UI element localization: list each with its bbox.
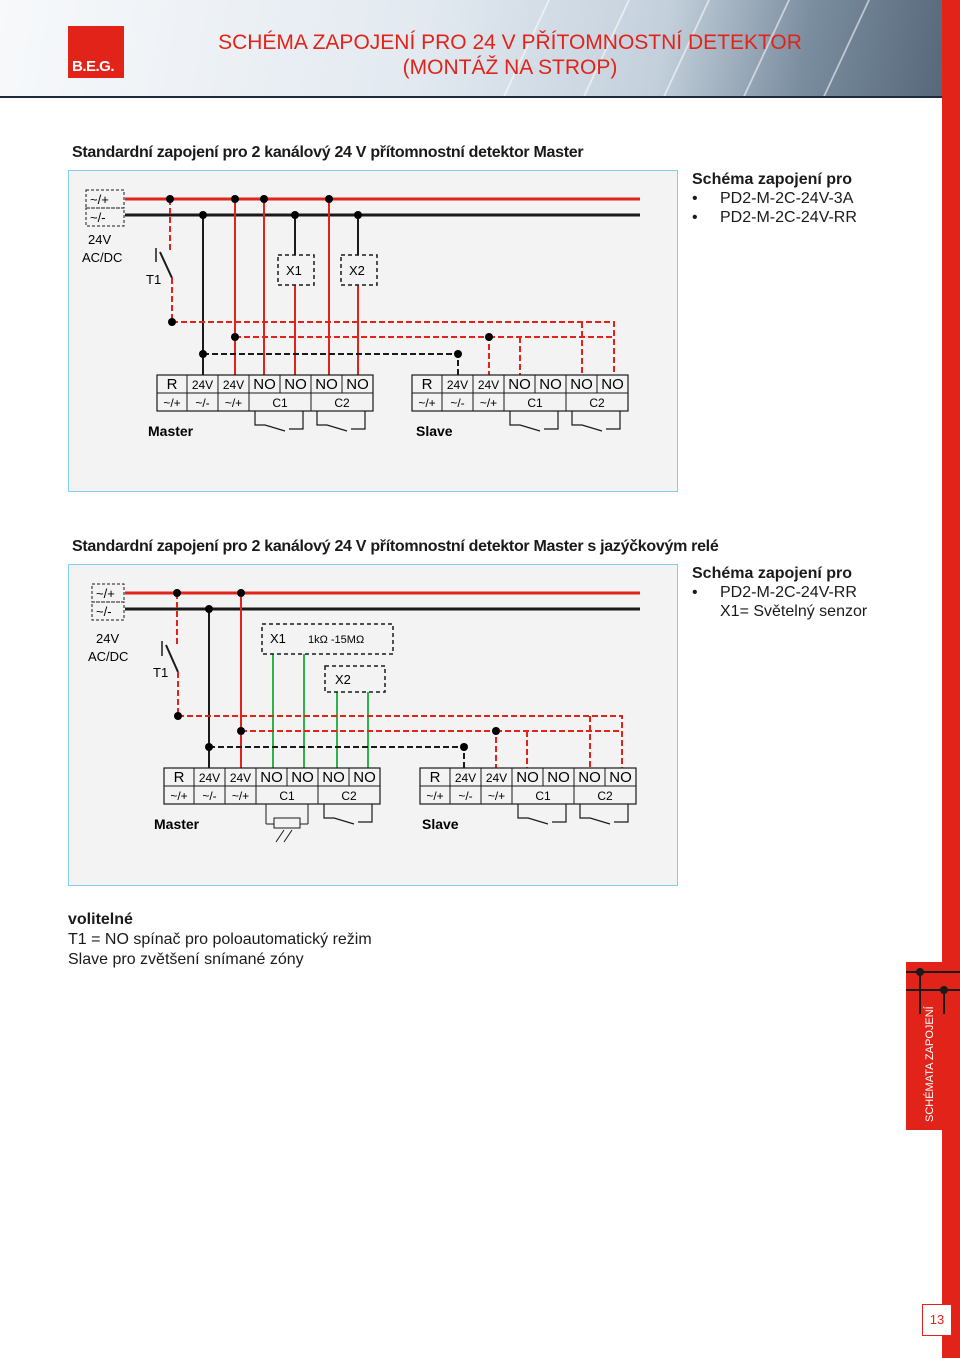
terminal-label-minus: ~/- — [202, 789, 217, 803]
relay-contact-icon — [572, 411, 620, 431]
terminal-label-24v: 24V — [446, 378, 469, 392]
terminal-label-24v: 24V — [229, 771, 252, 785]
terminal-label-plus: ~/+ — [170, 789, 188, 803]
terminal-label-24v: 24V — [222, 378, 245, 392]
terminal-label-24v: 24V — [485, 771, 508, 785]
terminal-label-24v: 24V — [198, 771, 221, 785]
supply-minus: ~/- — [90, 210, 106, 225]
t1-label-2: T1 — [153, 665, 169, 680]
terminal-label-c2: C2 — [589, 396, 605, 410]
terminal-label-plus: ~/+ — [163, 396, 181, 410]
terminal-label-24v: 24V — [454, 771, 477, 785]
master-label-1: Master — [148, 423, 194, 439]
relay-contact-icon — [255, 411, 303, 431]
terminal-label-no: NO — [260, 769, 283, 786]
light-sensor-icon — [274, 818, 300, 828]
terminal-label-plus: ~/+ — [479, 396, 498, 410]
section1-info: Schéma zapojení pro • PD2-M-2C-24V-3A • PD2-M-2C-24V-RR — [692, 171, 857, 226]
terminal-label-no: NO — [346, 376, 369, 393]
page-number: 13 — [922, 1304, 952, 1336]
light-arrow — [276, 830, 284, 842]
terminal-label-minus: ~/- — [450, 396, 465, 410]
terminal-label-no: NO — [547, 769, 570, 786]
relay-contact-icon — [324, 804, 372, 824]
terminal-label-plus: ~/+ — [224, 396, 243, 410]
terminal-label-c2: C2 — [341, 789, 357, 803]
x1-label-2: X1 — [270, 631, 286, 646]
terminal-label-plus: ~/+ — [426, 789, 444, 803]
terminal-label-r: R — [173, 769, 185, 786]
terminal-label-no: NO — [315, 376, 338, 393]
supply-type-2: AC/DC — [88, 649, 129, 664]
section1-title: Standardní zapojení pro 2 kanálový 24 V přítomnostní detektor Master — [72, 144, 584, 161]
terminal-label-no: NO — [253, 376, 276, 393]
terminal-label-24v: 24V — [477, 378, 500, 392]
relay-contact-icon — [510, 411, 558, 431]
terminal-label-r: R — [166, 376, 178, 393]
terminal-label-no: NO — [601, 376, 624, 393]
terminal-label-plus: ~/+ — [418, 396, 436, 410]
terminal-label-c1: C1 — [535, 789, 551, 803]
x2-label: X2 — [349, 263, 365, 278]
terminal-label-no: NO — [539, 376, 562, 393]
terminal-label-c2: C2 — [334, 396, 350, 410]
terminal-label-c1: C1 — [527, 396, 543, 410]
master-label-2: Master — [154, 816, 200, 832]
terminal-label-r: R — [429, 769, 441, 786]
terminal-label-minus: ~/- — [458, 789, 473, 803]
terminal-label-plus: ~/+ — [487, 789, 506, 803]
terminal-label-no: NO — [322, 769, 345, 786]
terminal-label-minus: ~/- — [195, 396, 210, 410]
page-title: SCHÉMA ZAPOJENÍ PRO 24 V PŘÍTOMNOSTNÍ DETEKTOR (MONTÁŽ NA STROP) — [218, 31, 802, 79]
relay-contact-icon — [317, 411, 365, 431]
terminal-label-plus: ~/+ — [231, 789, 250, 803]
relay-contact-icon — [518, 804, 566, 824]
x2-label-2: X2 — [335, 672, 351, 687]
relay-contact-icon — [580, 804, 628, 824]
supply-type: AC/DC — [82, 250, 123, 265]
slave-label-2: Slave — [422, 816, 459, 832]
supply-plus: ~/+ — [90, 192, 109, 207]
terminal-label-c1: C1 — [272, 396, 288, 410]
resistance-label: 1kΩ -15MΩ — [308, 634, 365, 646]
terminal-label-24v: 24V — [191, 378, 214, 392]
terminal-label-no: NO — [570, 376, 593, 393]
x1-label: X1 — [286, 263, 302, 278]
terminal-label-r: R — [421, 376, 433, 393]
beg-logo: B.E.G. — [68, 26, 124, 78]
section2-title: Standardní zapojení pro 2 kanálový 24 V přítomnostní detektor Master s jazýčkovým relé — [72, 538, 719, 555]
notes-block: volitelné T1 = NO spínač pro poloautomatický režim Slave pro zvětšení snímané zóny — [68, 911, 372, 968]
terminal-label-no: NO — [578, 769, 601, 786]
slave-label-1: Slave — [416, 423, 453, 439]
terminal-label-no: NO — [508, 376, 531, 393]
supply-voltage: 24V — [88, 232, 112, 247]
t1-label: T1 — [146, 272, 162, 287]
terminal-label-no: NO — [516, 769, 539, 786]
side-tab: SCHÉMATA ZAPOJENÍ — [906, 962, 960, 1130]
supply-voltage-2: 24V — [96, 631, 120, 646]
terminal-label-c1: C1 — [279, 789, 295, 803]
terminal-label-c2: C2 — [597, 789, 613, 803]
terminal-label-no: NO — [609, 769, 632, 786]
terminal-label-no: NO — [284, 376, 307, 393]
light-arrow — [284, 830, 292, 842]
supply-plus-2: ~/+ — [96, 586, 115, 601]
terminal-label-no: NO — [291, 769, 314, 786]
terminal-label-no: NO — [353, 769, 376, 786]
side-bar — [942, 0, 960, 1358]
section2-info: Schéma zapojení pro • PD2-M-2C-24V-RR X1= Světelný senzor — [692, 565, 868, 620]
supply-minus-2: ~/- — [96, 604, 112, 619]
